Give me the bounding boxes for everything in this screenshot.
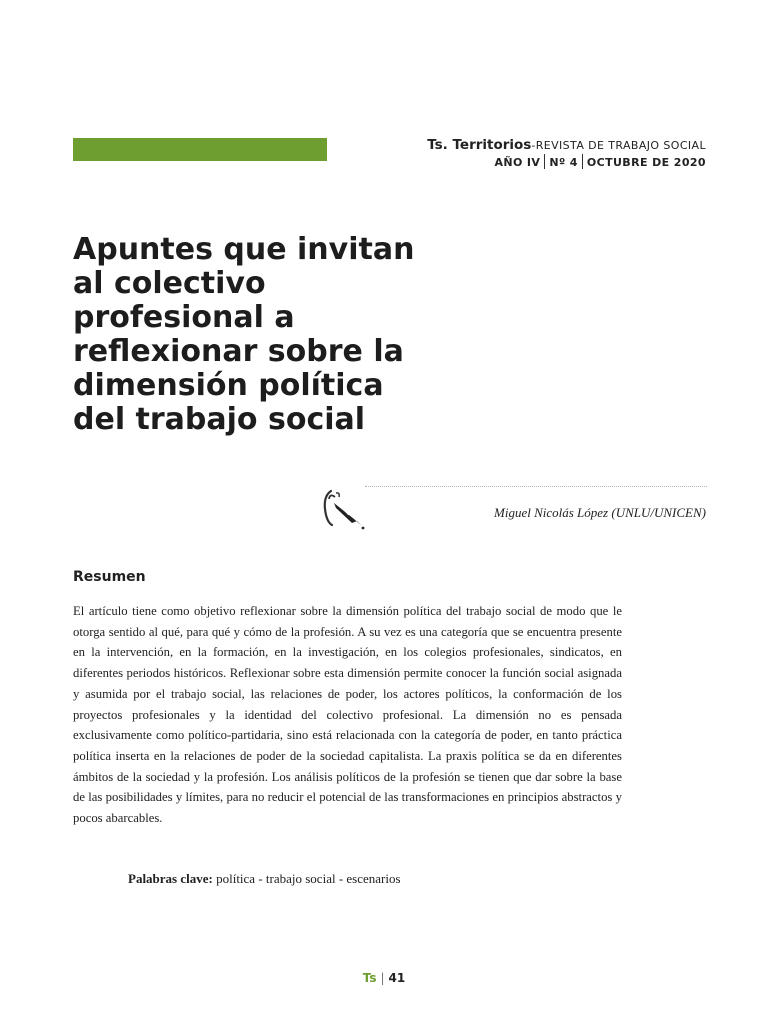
author-divider — [365, 486, 707, 487]
journal-name: Ts. Territorios — [427, 137, 532, 153]
issue-year: AÑO IV — [494, 156, 541, 169]
keywords-value: política - trabajo social - escenarios — [216, 871, 401, 886]
abstract-text: El artículo tiene como objetivo reflexionar sobre la dimensión política del trabajo social de modo que le otorga sentido al qué, para qué y cómo de la profesión. A su vez es una categoría que se encuentra presente en la intervención, en la formación, en la investigación, en los colegios profesionales, sindicatos, en diferentes periodos históricos. Reflexionar sobre esta dimensión permite conocer la función social asignada y asumida por el trabajo social, las relaciones de poder, los actores políticos, la conformación de los proyectos profesionales y la identidad del colectivo profesional. La dimensión no es pensada exclusivamente como político-partidaria, sino está relacionada con la categoría de poder, en tanto práctica política inserta en la relaciones de poder de la sociedad capitalista. La praxis política se da en diferentes ámbitos de la sociedad y la profesión. Los análisis políticos de la profesión se tienen que dar sobre la base de las posibilidades y límites, para no reducir el potencial de las transformaciones en principios abstractos y pocos abarcables. — [73, 604, 622, 826]
issue-date: OCTUBRE DE 2020 — [586, 156, 706, 169]
page-footer — [0, 971, 768, 985]
journal-header — [427, 137, 706, 171]
header-accent-bar — [73, 138, 327, 161]
keywords-label: Palabras clave: — [128, 871, 213, 886]
page-number: 41 — [388, 971, 406, 985]
issue-separator — [582, 154, 583, 169]
footer-separator: | — [380, 971, 385, 985]
issue-info — [427, 154, 706, 171]
article-author: Miguel Nicolás López (UNLU/UNICEN) — [494, 505, 706, 520]
article-title: Apuntes que invitan al colectivo profesional a reflexionar sobre la dimensión política del trabajo social — [73, 232, 415, 437]
keywords — [128, 871, 401, 887]
issue-separator — [544, 154, 545, 169]
fountain-pen-icon — [318, 487, 368, 531]
abstract-heading: Resumen — [73, 569, 146, 585]
journal-subtitle: -REVISTA DE TRABAJO SOCIAL — [531, 139, 706, 152]
journal-title-line — [427, 137, 706, 154]
footer-logo: Ts — [362, 971, 377, 985]
issue-number: Nº 4 — [549, 156, 578, 169]
